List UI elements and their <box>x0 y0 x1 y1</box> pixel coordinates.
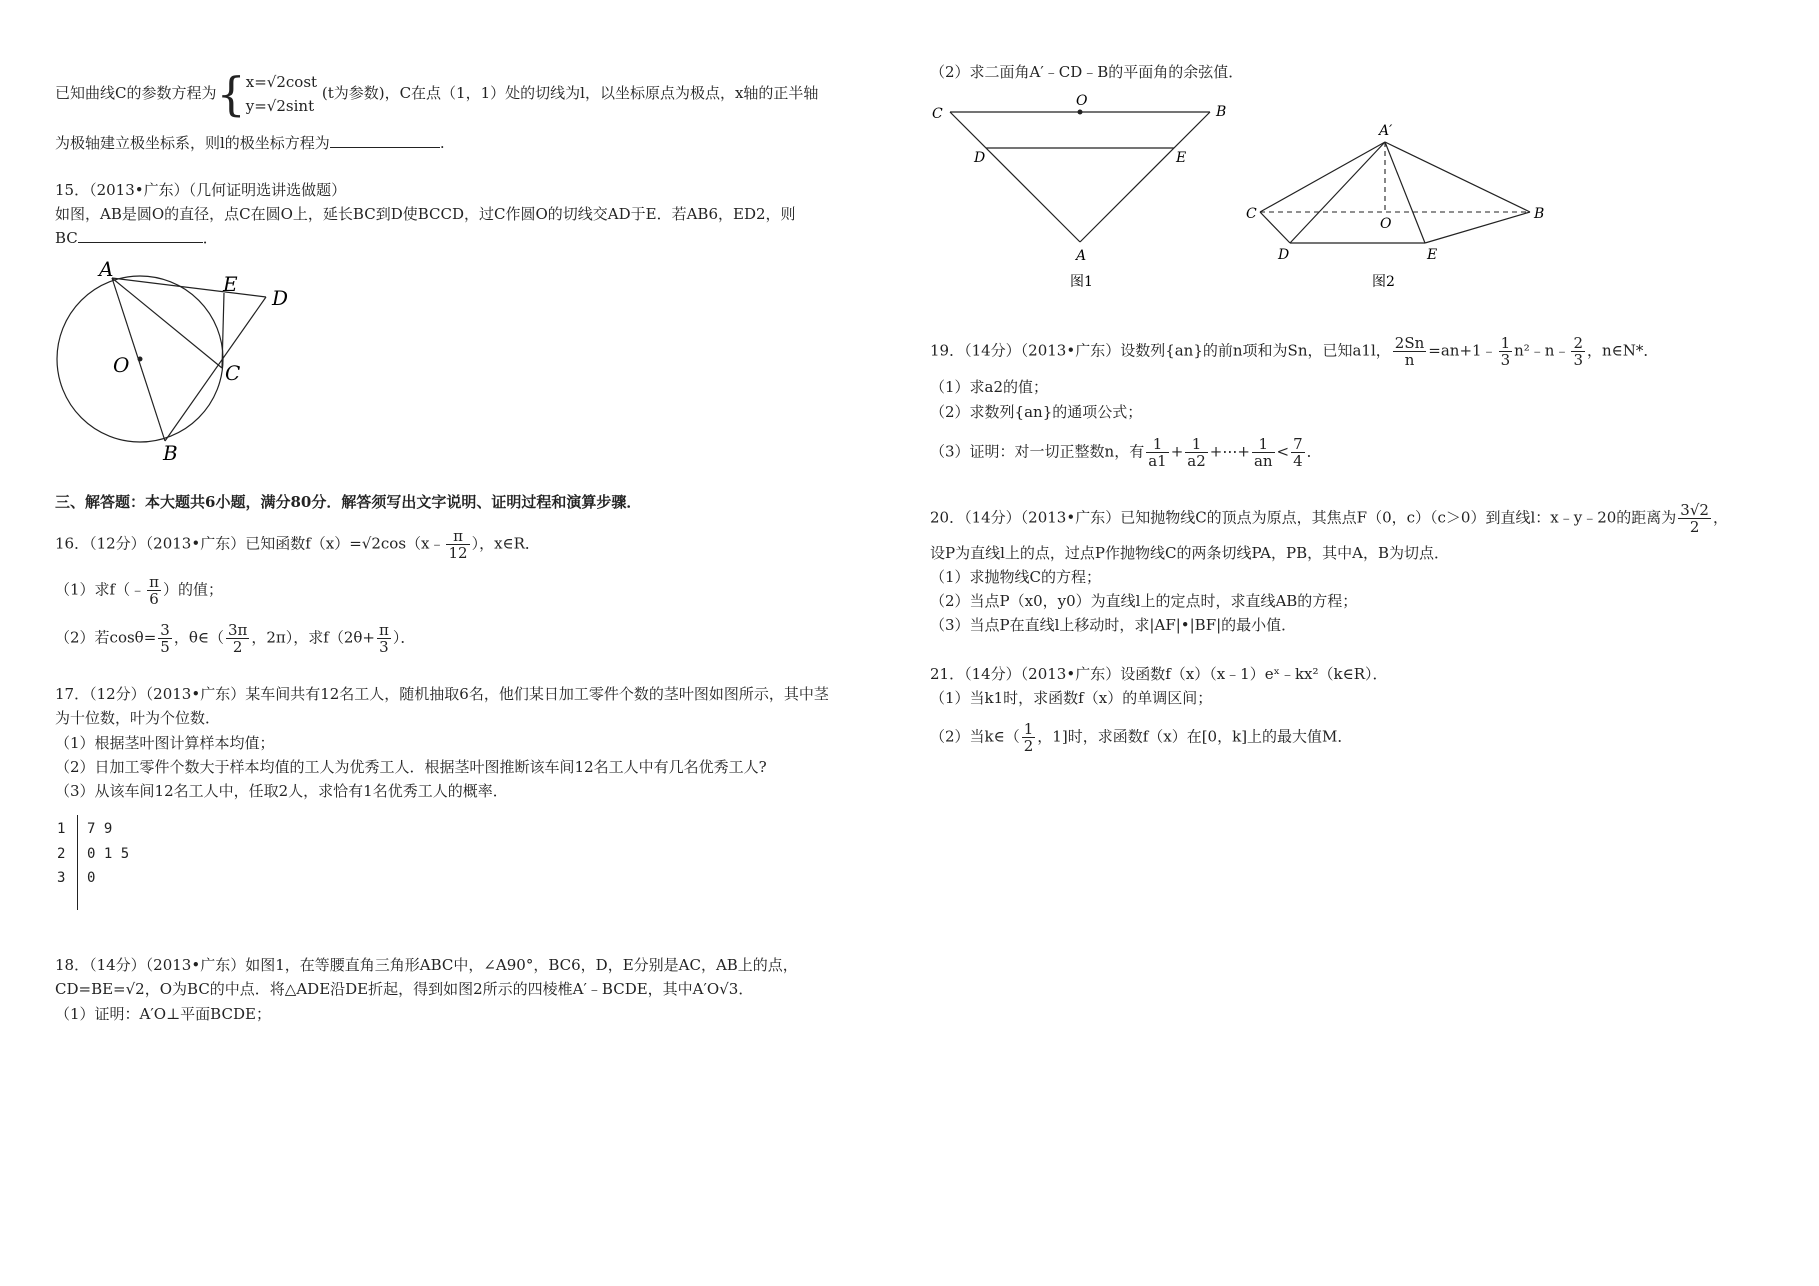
sqrt3: √3 <box>719 980 739 998</box>
p2-mid: ，θ∈（ <box>173 628 224 647</box>
q17-part2: （2）日加工零件个数大于样本均值的工人为优秀工人．根据茎叶图推断该车间12名工人中有几名优秀工人? <box>55 758 767 776</box>
q17-line1: 17．（12分）（2013•广东）某车间共有12名工人，随机抽取6名，他们某日加工零件个数的茎叶图如图所示，其中茎 <box>55 685 829 703</box>
one-over-a1 <box>1146 436 1169 469</box>
param-eq-x: x=√2cost <box>245 73 318 91</box>
fig1-ba <box>1080 112 1210 242</box>
fig2-ad <box>1290 142 1385 243</box>
q19-tail: ，n∈N*． <box>1587 341 1659 360</box>
frac-den: 2 <box>232 638 243 656</box>
q15-header: 15．（2013•广东）（几何证明选讲选做题） <box>55 181 347 199</box>
answer-blank[interactable] <box>78 228 203 243</box>
q16-lead: 16．（12分）（2013•广东）已知函数f（x）= <box>55 534 362 553</box>
q20-part2: （2）当点P（x0，y0）为直线l上的定点时，求直线AB的方程； <box>930 592 1358 610</box>
stem-3: 3 <box>57 870 66 886</box>
frac-den: 2 <box>1023 737 1034 755</box>
frac-num: 2 <box>1573 334 1583 352</box>
q18-line1: 18．（14分）（2013•广东）如图1，在等腰直角三角形ABC中，∠A90°，BC6，D，E分别是AC，AB上的点， <box>55 956 798 974</box>
q18-part1: （1）证明：A′O⊥平面BCDE； <box>55 1005 271 1023</box>
fig2-label-c: C <box>1246 206 1257 222</box>
q16-part2 <box>55 622 415 655</box>
segment-bd <box>165 297 266 441</box>
q20-lead: 20．（14分）（2013•广东）已知抛物线C的顶点为原点，其焦点F（0，c）（c＞0）到直线l：x﹣y﹣20的距离为 <box>930 508 1677 527</box>
p3-end: ． <box>1306 442 1322 461</box>
q21-p2-lead: （2）当k∈（ <box>930 727 1020 746</box>
p3-lead: （3）证明：对一切正整数n，有 <box>930 442 1145 461</box>
segment-ad <box>112 278 266 297</box>
q19-mid2: n²﹣n﹣ <box>1514 341 1570 360</box>
frac-num: 3√2 <box>1680 501 1709 519</box>
q19-part1: （1）求a2的值； <box>930 378 1049 396</box>
q14-intro: 已知曲线C的参数方程为 <box>55 84 217 102</box>
dots: +⋯+ <box>1209 442 1250 461</box>
2sn-over-n <box>1393 335 1426 368</box>
less-than: < <box>1276 442 1290 461</box>
q21-line1: 21．（14分）（2013•广东）设函数f（x）（x﹣1）eˣ﹣kx²（k∈R）． <box>930 665 1388 683</box>
fig2-eb <box>1425 212 1530 243</box>
fig1-label-e: E <box>1176 150 1187 166</box>
q14-text: (t为参数)，C在点（1，1）处的切线为l，以坐标原点为极点，x轴的正半轴 <box>321 84 819 102</box>
q16-fn-end: ），x∈R． <box>471 534 540 553</box>
q21-part2 <box>930 721 1352 754</box>
q18-end: ． <box>738 980 754 998</box>
center-point <box>138 357 143 362</box>
frac-num: 7 <box>1293 435 1303 453</box>
folding-figures <box>930 90 1570 295</box>
one-over-a2 <box>1185 436 1208 469</box>
fig1-o-point <box>1078 110 1083 115</box>
circle-figure <box>55 255 315 465</box>
q21-part1: （1）当k1时，求函数f（x）的单调区间； <box>930 689 1213 707</box>
fig1-caption: 图1 <box>1070 274 1093 290</box>
fig2-label-e: E <box>1427 247 1438 263</box>
one-third <box>1499 335 1513 368</box>
q16-line1 <box>55 528 540 561</box>
q19-lead: 19．（14分）（2013•广东）设数列{an}的前n项和为Sn，已知a1l， <box>930 341 1391 360</box>
frac-den: n <box>1404 351 1415 369</box>
frac-num: 1 <box>1500 334 1511 352</box>
frac-den: 12 <box>448 544 468 562</box>
frac-den: 3 <box>1500 351 1511 369</box>
fig2-ab <box>1385 142 1530 212</box>
stem-1: 1 <box>57 821 66 837</box>
q14-question: 为极轴建立极坐标系，则l的极坐标方程为 <box>55 134 330 152</box>
pi-over-3 <box>377 622 391 655</box>
fig2-label-ap: A′ <box>1379 123 1393 139</box>
frac-num: 1 <box>1023 720 1034 738</box>
pi-over-6 <box>147 574 161 607</box>
q19-part2: （2）求数列{an}的通项公式； <box>930 403 1143 421</box>
q20-line1 <box>930 502 1728 535</box>
distance-frac <box>1678 502 1711 535</box>
fig1-label-a: A <box>1076 248 1087 264</box>
q14-line2 <box>55 133 445 153</box>
frac-den: an <box>1253 452 1273 470</box>
q19-line1 <box>930 335 1658 368</box>
stem-divider <box>77 815 78 910</box>
p1-lead: （1）求f（﹣ <box>55 580 146 599</box>
fig1-label-d: D <box>974 150 986 166</box>
leaves-1: 7 9 <box>87 821 113 837</box>
q15-line1: 如图，AB是圆O的直径，点C在圆O上，延长BC到D使BCCD，过C作圆O的切线交AD于E．若AB6，ED2，则 <box>55 205 796 223</box>
leaves-3: 0 <box>87 870 96 886</box>
q18-cd-be: CD=BE= <box>55 980 126 998</box>
frac-den: 5 <box>160 638 170 656</box>
one-over-an <box>1252 436 1275 469</box>
frac-den: 3 <box>379 638 389 656</box>
q15-end: ． <box>202 229 218 247</box>
q14-line1 <box>55 67 819 121</box>
p2-end: ）． <box>392 628 416 647</box>
q19-part3: （3）证明：对一切正整数n，有 $\frac{1}{a1}$ + $\frac{1}{a2}$ +⋯+ $\frac{1}{an}$ < $\frac{7}{4}$ ． <box>930 435 1322 470</box>
fig2-cd <box>1260 212 1290 243</box>
fig1-label-c: C <box>932 106 943 122</box>
one-half <box>1022 721 1036 754</box>
fig1-ca <box>950 112 1080 242</box>
label-o: O <box>113 353 130 377</box>
fig2-label-o: O <box>1380 216 1392 232</box>
fig2-label-d: D <box>1278 247 1290 263</box>
frac-num: 3 <box>160 621 170 639</box>
frac-den: 2 <box>1689 518 1700 536</box>
fig2-label-b: B <box>1534 206 1545 222</box>
fig2-ac <box>1260 142 1385 212</box>
q21-p2-end: ，1]时，求函数f（x）在[0，k]上的最大值M． <box>1037 727 1353 746</box>
q18-part2: （2）求二面角A′﹣CD﹣B的平面角的余弦值． <box>930 63 1244 81</box>
label-b: B <box>163 441 178 465</box>
pi-over-12 <box>446 528 469 561</box>
q15-line2 <box>55 228 218 248</box>
two-thirds <box>1571 335 1585 368</box>
frac-num: π <box>149 573 159 591</box>
q17-line2: 为十位数，叶为个位数． <box>55 709 221 727</box>
label-a: A <box>99 257 114 281</box>
p2-mid2: ，2π），求f（2θ+ <box>251 628 375 647</box>
seven-fourths <box>1291 436 1305 469</box>
q20-comma: ， <box>1712 508 1728 527</box>
frac-den: a2 <box>1187 452 1206 470</box>
q17-part3: （3）从该车间12名工人中，任取2人，求恰有1名优秀工人的概率． <box>55 782 508 800</box>
frac-den: 6 <box>149 590 159 608</box>
frac-den: a1 <box>1148 452 1167 470</box>
frac-num: 2Sn <box>1394 334 1425 352</box>
frac-num: π <box>378 621 389 639</box>
frac-den: 3 <box>1573 351 1583 369</box>
three-pi-over-2 <box>226 622 249 655</box>
answer-blank[interactable] <box>330 133 440 148</box>
q16-fn: √2cos（x﹣ <box>361 534 445 553</box>
section3-heading: 三、解答题：本大题共6小题，满分80分．解答须写出文字说明、证明过程和演算步骤． <box>55 493 642 511</box>
q20-part1: （1）求抛物线C的方程； <box>930 568 1102 586</box>
label-e: E <box>223 272 238 296</box>
label-d: D <box>272 286 289 310</box>
p1-end: ）的值； <box>162 580 223 599</box>
stem-2: 2 <box>57 846 66 862</box>
label-c: C <box>225 361 241 385</box>
q16-part1 <box>55 574 223 607</box>
p2-lead: （2）若cosθ= <box>55 628 157 647</box>
system-brace: { <box>216 67 246 121</box>
q18-line2 <box>55 979 753 999</box>
q19-mid: =an+1﹣ <box>1428 341 1497 360</box>
frac-num: 1 <box>1146 436 1169 453</box>
frac-num: 1 <box>1185 436 1208 453</box>
leaves-2: 0 1 5 <box>87 846 130 862</box>
frac-num: π <box>446 528 469 545</box>
fig1-label-b: B <box>1216 104 1227 120</box>
sqrt2: √2 <box>125 980 145 998</box>
q20-part3: （3）当点P在直线l上移动时，求|AF|•|BF|的最小值． <box>930 616 1297 634</box>
q18-text: ，O为BC的中点．将△ADE沿DE折起，得到如图2所示的四棱椎A′﹣BCDE，其中A′O <box>144 980 720 998</box>
q17-part1: （1）根据茎叶图计算样本均值； <box>55 734 275 752</box>
fig1-label-o: O <box>1076 93 1088 109</box>
frac-num: 1 <box>1252 436 1275 453</box>
q20-line2: 设P为直线l上的点，过点P作抛物线C的两条切线PA，PB，其中A，B为切点． <box>930 544 1449 562</box>
param-eq-y: y=√2sint <box>245 97 315 115</box>
q15-bc: BC <box>55 229 78 247</box>
frac-num: 3π <box>227 621 248 639</box>
fig2-caption: 图2 <box>1372 274 1395 290</box>
stem-leaf-plot <box>55 815 175 910</box>
three-fifths <box>158 622 172 655</box>
frac-den: 4 <box>1293 452 1303 470</box>
param-system <box>246 70 317 118</box>
q14-end: . <box>439 134 445 152</box>
